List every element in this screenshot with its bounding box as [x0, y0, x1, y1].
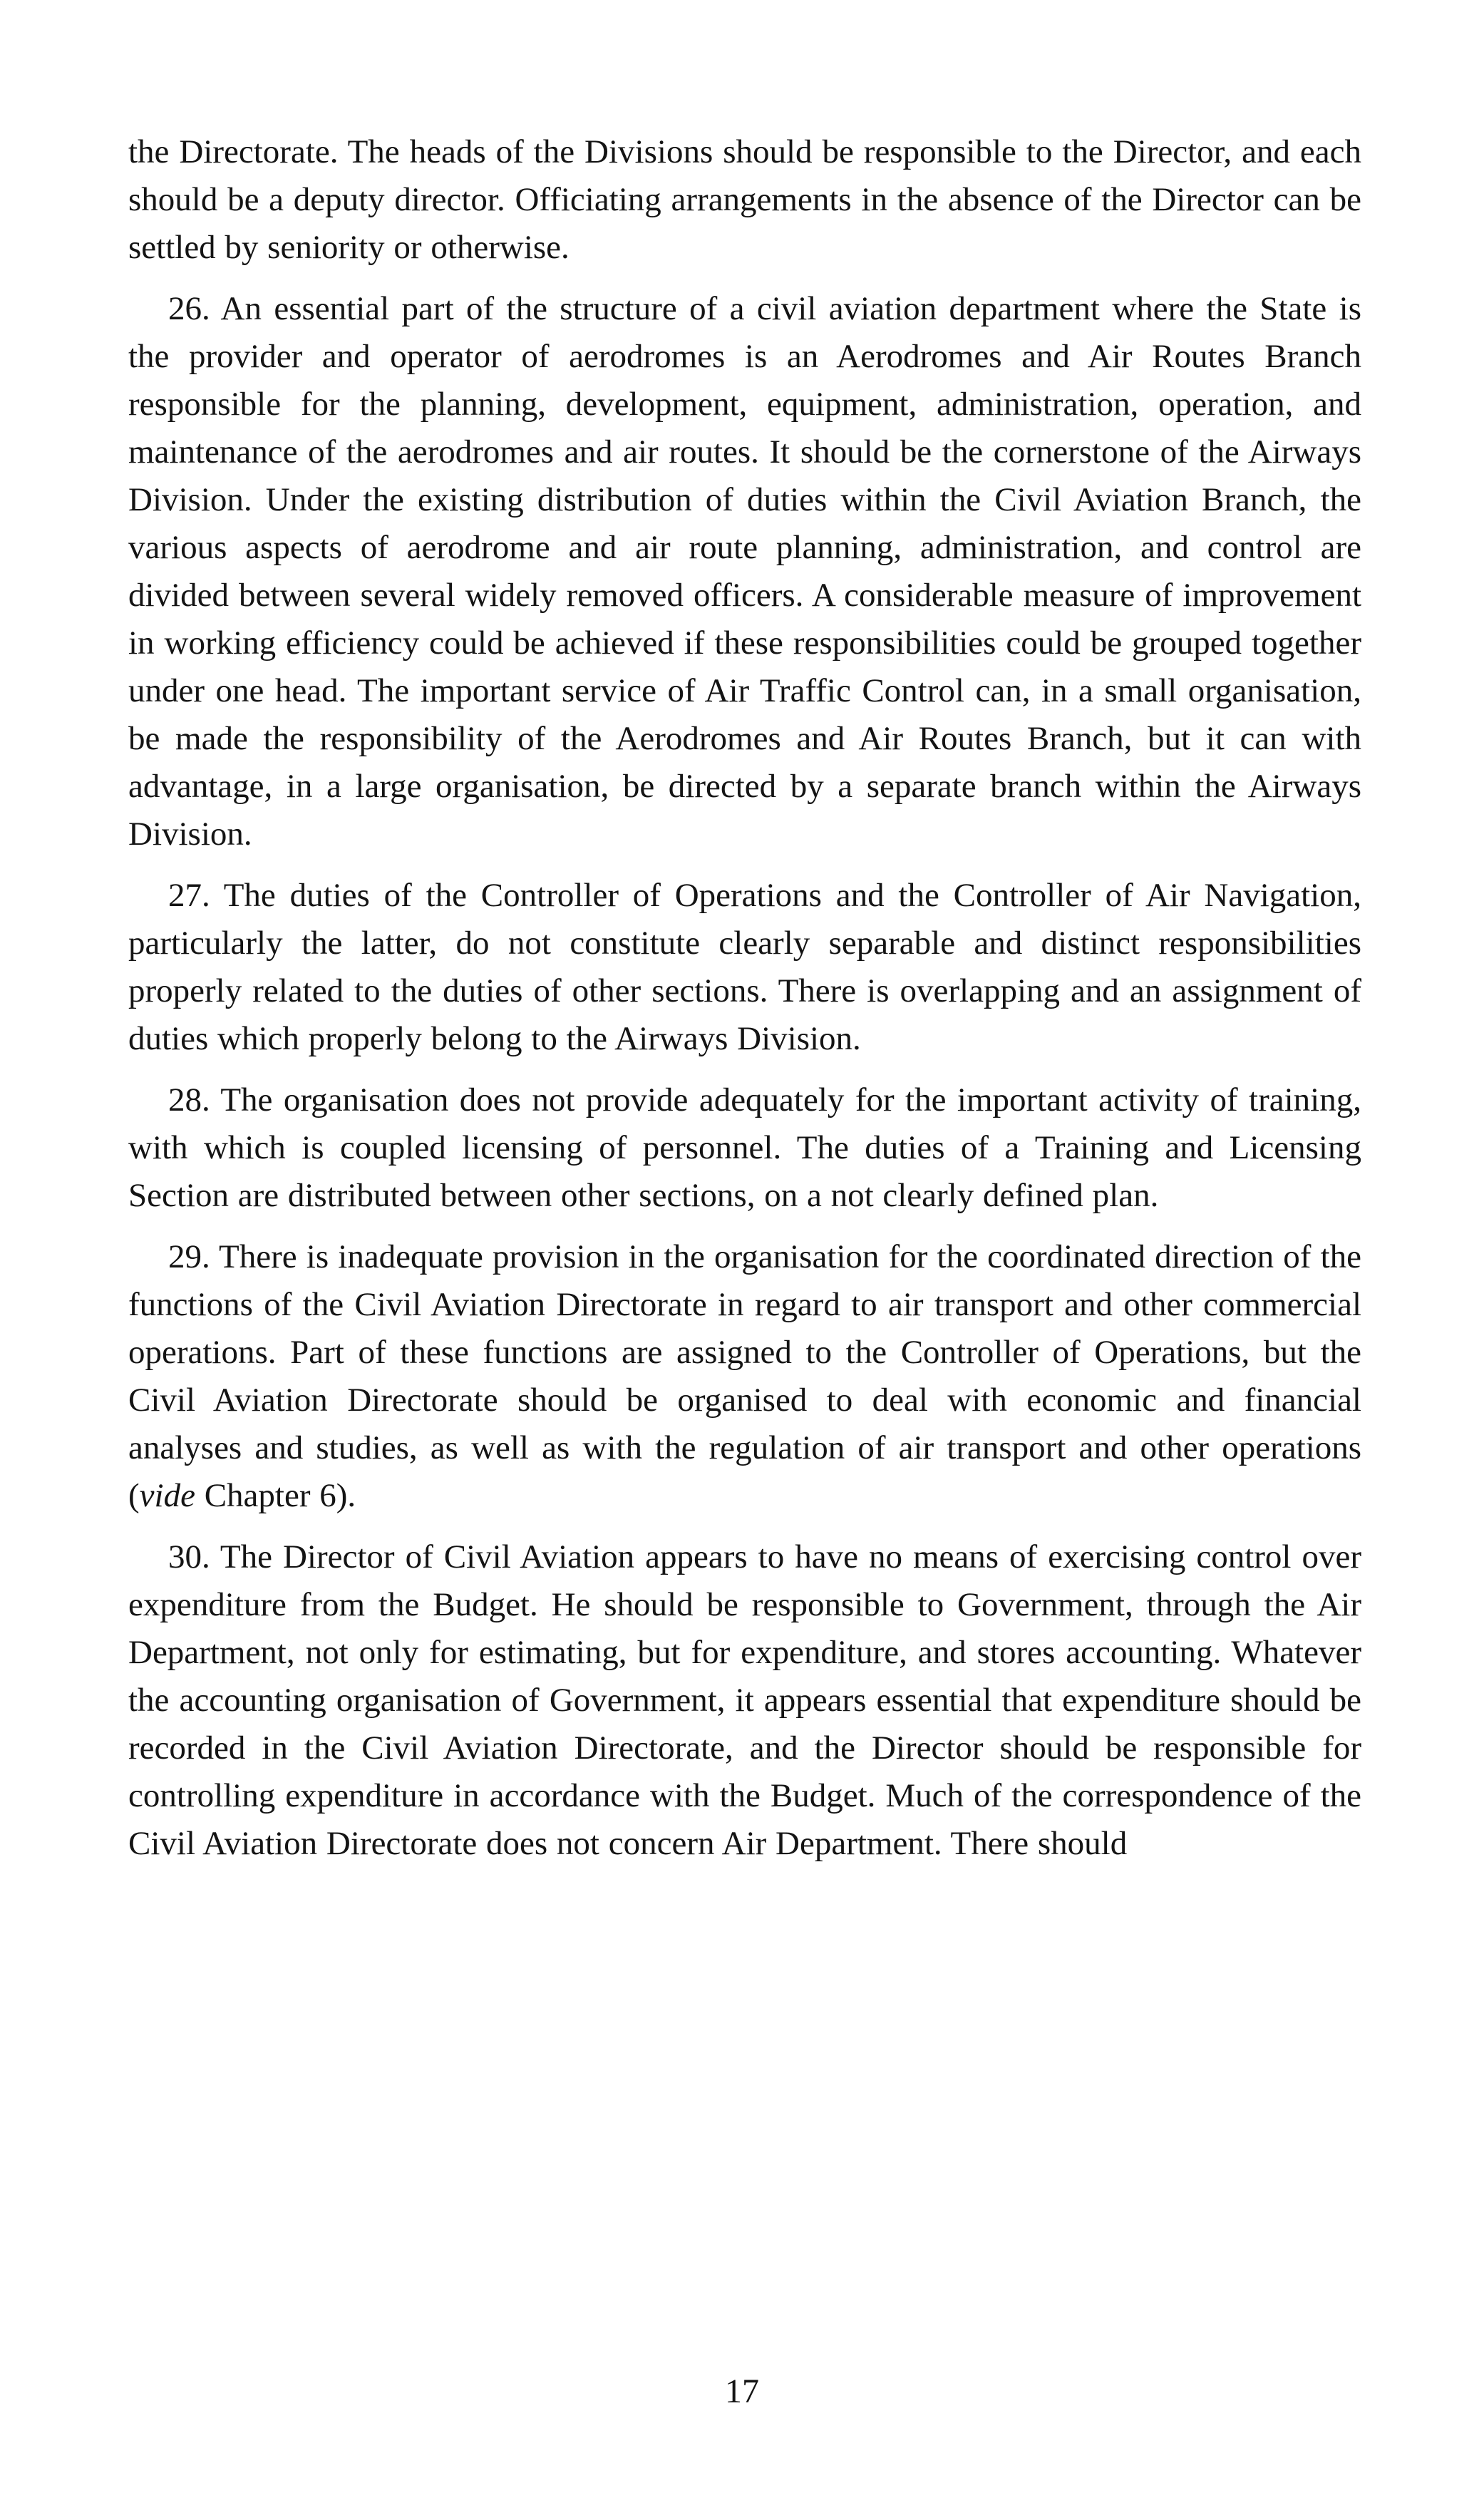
paragraph-26: 26. An essential part of the structure of a civil aviation department where the State is the provider and operator of aerodromes is an Aerodromes and Air Routes Branch responsible for the planning, development, equipment, administration, operation, and maintenance of the aerodromes and air routes. It should be the cornerstone of the Airways Division. Under the existing distribution of duties within the Civil Aviation Branch, the various aspects of aerodrome and air route planning, administration, and control are divided between several widely removed officers. A considerable measure of improvement in working efficiency could be achieved if these responsibilities could be grouped together under one head. The important service of Air Traffic Control can, in a small organisation, be made the responsibility of the Aerodromes and Air Routes Branch, but it can with advantage, in a large organisation, be directed by a separate branch within the Airways Division. [128, 290, 1361, 853]
paragraph-29-vide: vide [139, 1477, 195, 1514]
paragraph-27: 27. The duties of the Controller of Operations and the Controller of Air Navigation, particularly the latter, do not constitute clearly separable and distinct responsibilities properly related to the duties of other sections. There is overlapping and an assignment of duties which properly belong to the Airways Division. [128, 877, 1361, 1057]
paragraph-28: 28. The organisation does not provide adequately for the important activity of training, with which is coupled licensing of personnel. The duties of a Training and Licensing Section are distributed between other sections, on a not clearly defined plan. [128, 1081, 1361, 1214]
paragraph-29-text-end: Chapter 6). [195, 1477, 356, 1514]
paragraph-30: 30. The Director of Civil Aviation appears to have no means of exercising control over expenditure from the Budget. He should be responsible to Government, through the Air Department, not only for estimating, but for expenditure, and stores accounting. Whatever the accounting organisation of Government, it appears essential that expenditure should be recorded in the Civil Aviation Directorate, and the Director should be responsible for controlling expenditure in accordance with the Budget. Much of the correspondence of the Civil Aviation Directorate does not concern Air Department. There should [128, 1538, 1361, 1862]
paragraph-29 [128, 1233, 1361, 1520]
page-body [128, 128, 1361, 1868]
paragraph-25-continued: the Directorate. The heads of the Divisions should be responsible to the Director, and each should be a deputy director. Officiating arrangements in the absence of the Director can be settled by seniority or otherwise. [128, 133, 1361, 266]
page-number: 17 [725, 2372, 759, 2410]
paragraph-29-text: 29. There is inadequate provision in the organisation for the coordinated direction of the functions of the Civil Aviation Directorate in regard to air transport and other commercial operations. Part of these functions are assigned to the Controller of Operations, but the Civil Aviation Directorate should be organised to deal with economic and financial analyses and studies, as well as with the regulation of air transport and other operations ( [128, 1238, 1361, 1514]
